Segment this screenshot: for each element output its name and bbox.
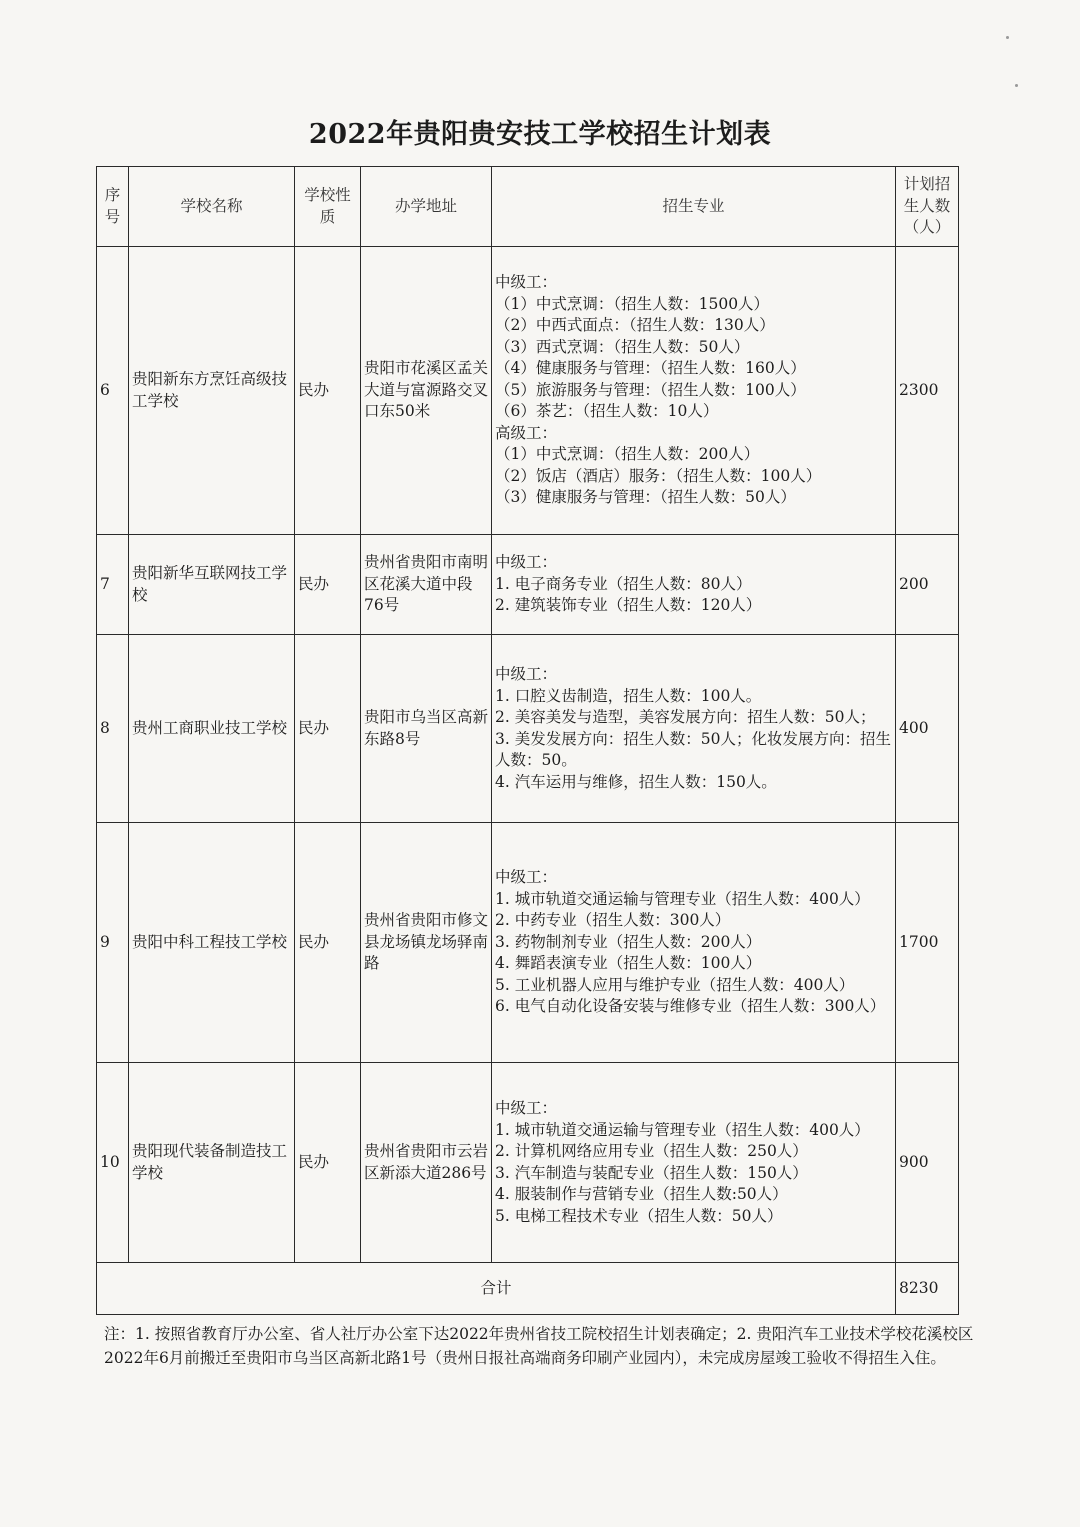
major-line: 1. 城市轨道交通运输与管理专业（招生人数：400人） bbox=[495, 889, 870, 908]
row-majors bbox=[492, 635, 896, 823]
major-line: （5）旅游服务与管理：（招生人数：100人） bbox=[495, 380, 806, 399]
row-address: 贵州省贵阳市南明区花溪大道中段76号 bbox=[361, 535, 492, 635]
row-plan-count: 2300 bbox=[896, 247, 959, 535]
header-school-name: 学校名称 bbox=[129, 167, 295, 247]
row-school-name: 贵州工商职业技工学校 bbox=[129, 635, 295, 823]
footnote: 注：1. 按照省教育厅办公室、省人社厅办公室下达2022年贵州省技工院校招生计划表确定；2. 贵阳汽车工业技术学校花溪校区2022年6月前搬迁至贵阳市乌当区高新北路1号（贵州日报社高端商务印刷产业园内），未完成房屋竣工验收不得招生入住。 bbox=[104, 1325, 974, 1367]
row-seq: 6 bbox=[97, 247, 129, 535]
row-school-nature: 民办 bbox=[295, 823, 361, 1063]
major-line: （3）西式烹调：（招生人数：50人） bbox=[495, 337, 750, 356]
row-plan-count: 900 bbox=[896, 1063, 959, 1263]
row-seq: 10 bbox=[97, 1063, 129, 1263]
table-row bbox=[97, 535, 959, 635]
row-school-name: 贵阳新东方烹饪高级技工学校 bbox=[129, 247, 295, 535]
major-line: 中级工： bbox=[495, 273, 558, 292]
major-line: 6. 电气自动化设备安装与维修专业（招生人数：300人） bbox=[495, 997, 886, 1016]
row-plan-count: 400 bbox=[896, 635, 959, 823]
row-majors bbox=[492, 1063, 896, 1263]
scan-speck bbox=[1006, 36, 1009, 39]
total-row bbox=[97, 1263, 959, 1315]
total-value: 8230 bbox=[896, 1263, 959, 1315]
row-majors bbox=[492, 535, 896, 635]
major-line: 中级工： bbox=[495, 868, 558, 887]
major-line: 高级工： bbox=[495, 423, 558, 442]
header-row bbox=[97, 167, 959, 247]
header-majors: 招生专业 bbox=[492, 167, 896, 247]
major-line: 中级工： bbox=[495, 665, 558, 683]
major-line: 2. 计算机网络应用专业（招生人数：250人） bbox=[495, 1142, 808, 1160]
major-line: 中级工： bbox=[495, 553, 558, 572]
header-school-nature: 学校性质 bbox=[295, 167, 361, 247]
major-line: 4. 舞蹈表演专业（招生人数：100人） bbox=[495, 954, 762, 973]
row-school-nature: 民办 bbox=[295, 1063, 361, 1263]
major-line: 1. 口腔义齿制造，招生人数：100人。 bbox=[495, 686, 762, 705]
major-line: 1. 电子商务专业（招生人数：80人） bbox=[495, 574, 752, 593]
major-line: 1. 城市轨道交通运输与管理专业（招生人数：400人） bbox=[495, 1120, 870, 1139]
header-seq: 序号 bbox=[97, 167, 129, 247]
major-line: 2. 建筑装饰专业（招生人数：120人） bbox=[495, 596, 762, 615]
major-line: （3）健康服务与管理：（招生人数：50人） bbox=[495, 488, 796, 507]
row-majors bbox=[492, 247, 896, 535]
major-line: 5. 电梯工程技术专业（招生人数：50人） bbox=[495, 1206, 783, 1225]
table-row bbox=[97, 635, 959, 823]
major-line: 3. 药物制剂专业（招生人数：200人） bbox=[495, 932, 762, 951]
major-line: 5. 工业机器人应用与维护专业（招生人数：400人） bbox=[495, 975, 855, 994]
scan-speck bbox=[1015, 84, 1018, 87]
row-seq: 8 bbox=[97, 635, 129, 823]
table-row bbox=[97, 247, 959, 535]
major-line: 中级工： bbox=[495, 1099, 558, 1117]
row-seq: 7 bbox=[97, 535, 129, 635]
row-plan-count: 1700 bbox=[896, 823, 959, 1063]
row-school-nature: 民办 bbox=[295, 535, 361, 635]
row-plan-count: 200 bbox=[896, 535, 959, 635]
row-address: 贵州省贵阳市云岩区新添大道286号 bbox=[361, 1063, 492, 1263]
table-row bbox=[97, 1063, 959, 1263]
row-school-name: 贵阳现代装备制造技工学校 bbox=[129, 1063, 295, 1263]
major-line: （1）中式烹调：（招生人数：1500人） bbox=[495, 294, 770, 313]
row-school-nature: 民办 bbox=[295, 247, 361, 535]
row-address: 贵阳市花溪区孟关大道与富源路交叉口东50米 bbox=[361, 247, 492, 535]
row-address: 贵州省贵阳市修文县龙场镇龙场驿南路 bbox=[361, 823, 492, 1063]
row-school-name: 贵阳中科工程技工学校 bbox=[129, 823, 295, 1063]
major-line: 2. 美容美发与造型，美容发展方向：招生人数：50人； bbox=[495, 708, 876, 726]
row-majors bbox=[492, 823, 896, 1063]
major-line: （2）饭店（酒店）服务：（招生人数：100人） bbox=[495, 466, 822, 485]
major-line: 4. 服装制作与营销专业（招生人数:50人） bbox=[495, 1185, 788, 1203]
major-line: 3. 汽车制造与装配专业（招生人数：150人） bbox=[495, 1163, 808, 1182]
row-school-nature: 民办 bbox=[295, 635, 361, 823]
row-school-name: 贵阳新华互联网技工学校 bbox=[129, 535, 295, 635]
header-address: 办学地址 bbox=[361, 167, 492, 247]
row-seq: 9 bbox=[97, 823, 129, 1063]
major-line: 2. 中药专业（招生人数：300人） bbox=[495, 911, 731, 930]
enrollment-plan-table bbox=[96, 166, 959, 1315]
major-line: （1）中式烹调：（招生人数：200人） bbox=[495, 445, 760, 464]
major-line: （4）健康服务与管理：（招生人数：160人） bbox=[495, 359, 806, 378]
table-row bbox=[97, 823, 959, 1063]
major-line: 4. 汽车运用与维修，招生人数：150人。 bbox=[495, 772, 777, 791]
row-address: 贵阳市乌当区高新东路8号 bbox=[361, 635, 492, 823]
page-title: 2022年贵阳贵安技工学校招生计划表 bbox=[308, 119, 772, 150]
major-line: （2）中西式面点：（招生人数：130人） bbox=[495, 316, 775, 335]
major-line: 3. 美发发展方向：招生人数：50人；化妆发展方向：招生人数：50。 bbox=[495, 729, 891, 769]
total-label: 合计 bbox=[97, 1263, 896, 1315]
header-plan-count: 计划招生人数（人） bbox=[896, 167, 959, 247]
major-line: （6）茶艺：（招生人数：10人） bbox=[495, 402, 719, 421]
